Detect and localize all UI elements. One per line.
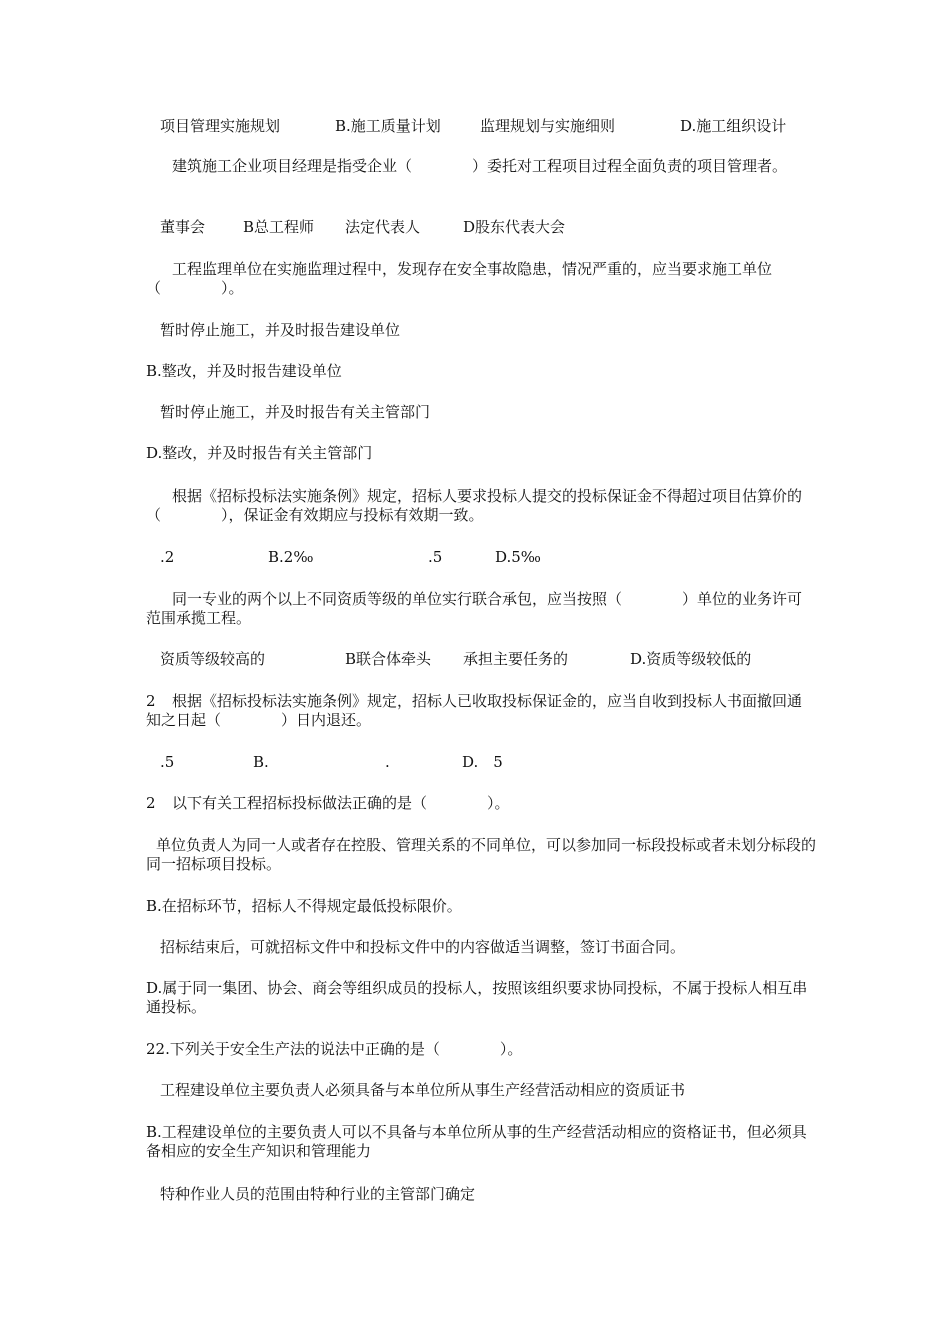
- option-a: 董事会: [160, 218, 206, 236]
- option-b: B.: [253, 753, 269, 771]
- option-d: D股东代表大会: [463, 218, 566, 236]
- option-d: D.整改，并及时报告有关主管部门: [146, 444, 373, 462]
- option-c: 监理规划与实施细则: [480, 117, 616, 135]
- option-b: B.施工质量计划: [335, 117, 441, 135]
- question-bid-bond: 根据《招标投标法实施条例》规定，招标人要求投标人提交的投标保证金不得超过项目估算价的（ ），保证金有效期应与投标有效期一致。: [146, 487, 803, 524]
- question-joint-contract: 同一专业的两个以上不同资质等级的单位实行联合承包，应当按照（ ）单位的业务许可范围承揽工程。: [146, 590, 803, 627]
- option-d: D.资质等级较低的: [630, 650, 752, 668]
- option-a: 项目管理实施规划: [160, 117, 281, 135]
- option-d: D. 5: [462, 753, 503, 771]
- option-b: B联合体牵头: [345, 650, 432, 668]
- question-project-manager: 建筑施工企业项目经理是指受企业（ ）委托对工程项目过程全面负责的项目管理者。: [172, 157, 788, 175]
- option-b: B.在招标环节，招标人不得规定最低投标限价。: [146, 897, 462, 915]
- option-c: 招标结束后，可就招标文件中和投标文件中的内容做适当调整，签订书面合同。: [160, 938, 686, 956]
- option-c: .: [385, 753, 390, 771]
- option-c: .5: [428, 548, 443, 566]
- option-b: B.2‰: [268, 548, 314, 566]
- option-b: B.工程建设单位的主要负责人可以不具备与本单位所从事的生产经营活动相应的资格证书，但必须具备相应的安全生产知识和管理能力: [146, 1123, 807, 1160]
- option-c: 承担主要任务的: [463, 650, 569, 668]
- option-a: 暂时停止施工，并及时报告建设单位: [160, 321, 401, 339]
- question-bidding-practice: 以下有关工程招标投标做法正确的是（ ）。: [172, 794, 510, 812]
- option-d: D.施工组织设计: [680, 117, 787, 135]
- option-b: B总工程师: [243, 218, 315, 236]
- option-b: B.整改，并及时报告建设单位: [146, 362, 342, 380]
- question-supervision: 工程监理单位在实施监理过程中，发现存在安全事故隐患，情况严重的，应当要求施工单位（ ）。: [146, 260, 773, 297]
- option-d: D.5‰: [495, 548, 541, 566]
- option-a: .2: [160, 548, 175, 566]
- option-a: 资质等级较高的: [160, 650, 266, 668]
- option-a: 单位负责人为同一人或者存在控股、管理关系的不同单位，可以参加同一标段投标或者未划分标段的同一招标项目投标。: [146, 836, 817, 873]
- question-22: 22.下列关于安全生产法的说法中正确的是（ ）。: [146, 1040, 523, 1058]
- question-bond-refund: 根据《招标投标法实施条例》规定，招标人已收取投标保证金的，应当自收到投标人书面撤回通知之日起（ ）日内退还。: [146, 692, 803, 729]
- option-d: D.属于同一集团、协会、商会等组织成员的投标人，按照该组织要求协同投标，不属于投标人相互串通投标。: [146, 979, 808, 1016]
- option-a: 工程建设单位主要负责人必须具备与本单位所从事生产经营活动相应的资质证书: [160, 1081, 686, 1099]
- option-c: 法定代表人: [345, 218, 421, 236]
- option-c: 暂时停止施工，并及时报告有关主管部门: [160, 403, 431, 421]
- option-c: 特种作业人员的范围由特种行业的主管部门确定: [160, 1185, 476, 1203]
- question-number: 2: [146, 794, 156, 812]
- option-a: .5: [160, 753, 175, 771]
- question-number: 2: [146, 692, 156, 710]
